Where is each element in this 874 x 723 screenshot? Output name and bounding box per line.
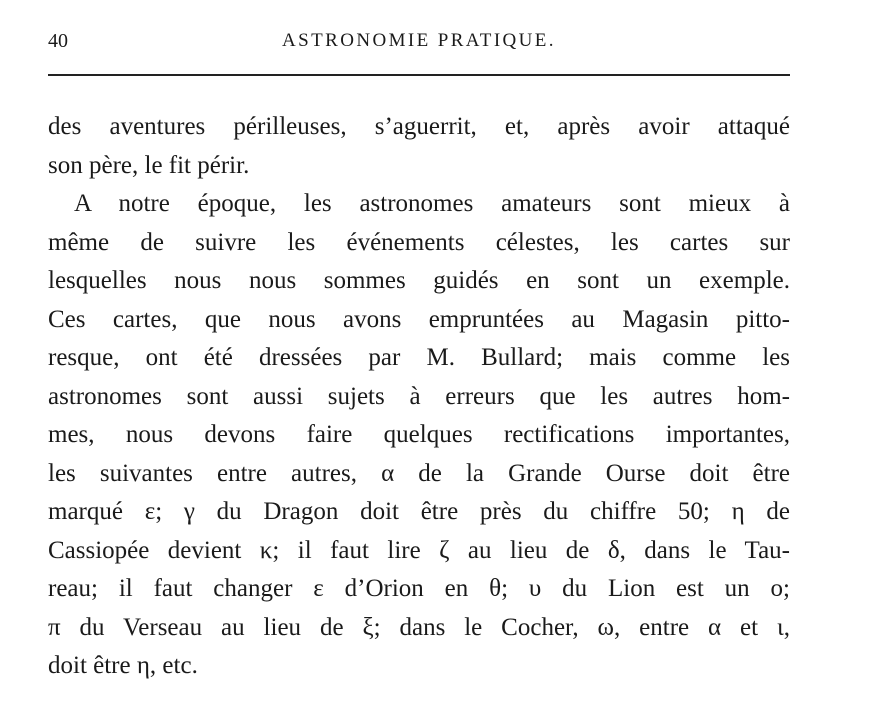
text-line: resque, ont été dressées par M. Bullard; mais comme les [48, 344, 790, 371]
text-line: Ces cartes, que nous avons empruntées au Magasin pitto- [48, 305, 790, 333]
text-line: reau; il faut changer ε d’Orion en θ; υ du Lion est un ο; [48, 575, 790, 602]
text-line: Cassiopée devient κ; il faut lire ζ au lieu de δ, dans le Tau- [48, 536, 790, 564]
text-line: π du Verseau au lieu de ξ; dans le Cocher, ω, entre α et ι, [48, 613, 790, 641]
page-header [48, 26, 790, 56]
text-line: des aventures périlleuses, s’aguerrit, et, après avoir attaqué [48, 113, 790, 140]
text-line: lesquelles nous nous sommes guidés en sont un exemple. [48, 267, 790, 294]
text-line: A notre époque, les astronomes amateurs sont mieux à [74, 190, 790, 217]
page-number: 40 [48, 30, 68, 52]
text-line: doit être η, etc. [48, 652, 198, 679]
body-text [48, 108, 790, 686]
header-rule [48, 74, 790, 76]
text-line: même de suivre les événements célestes, les cartes sur [48, 228, 790, 256]
text-line: mes, nous devons faire quelques rectifications importantes, [48, 421, 790, 448]
text-line: les suivantes entre autres, α de la Grande Ourse doit être [48, 459, 790, 487]
text-line: astronomes sont aussi sujets à erreurs que les autres hom- [48, 382, 790, 410]
running-title: ASTRONOMIE PRATIQUE. [282, 30, 556, 51]
text-line: son père, le fit périr. [48, 151, 250, 179]
text-line: marqué ε; γ du Dragon doit être près du chiffre 50; η de [48, 498, 790, 525]
